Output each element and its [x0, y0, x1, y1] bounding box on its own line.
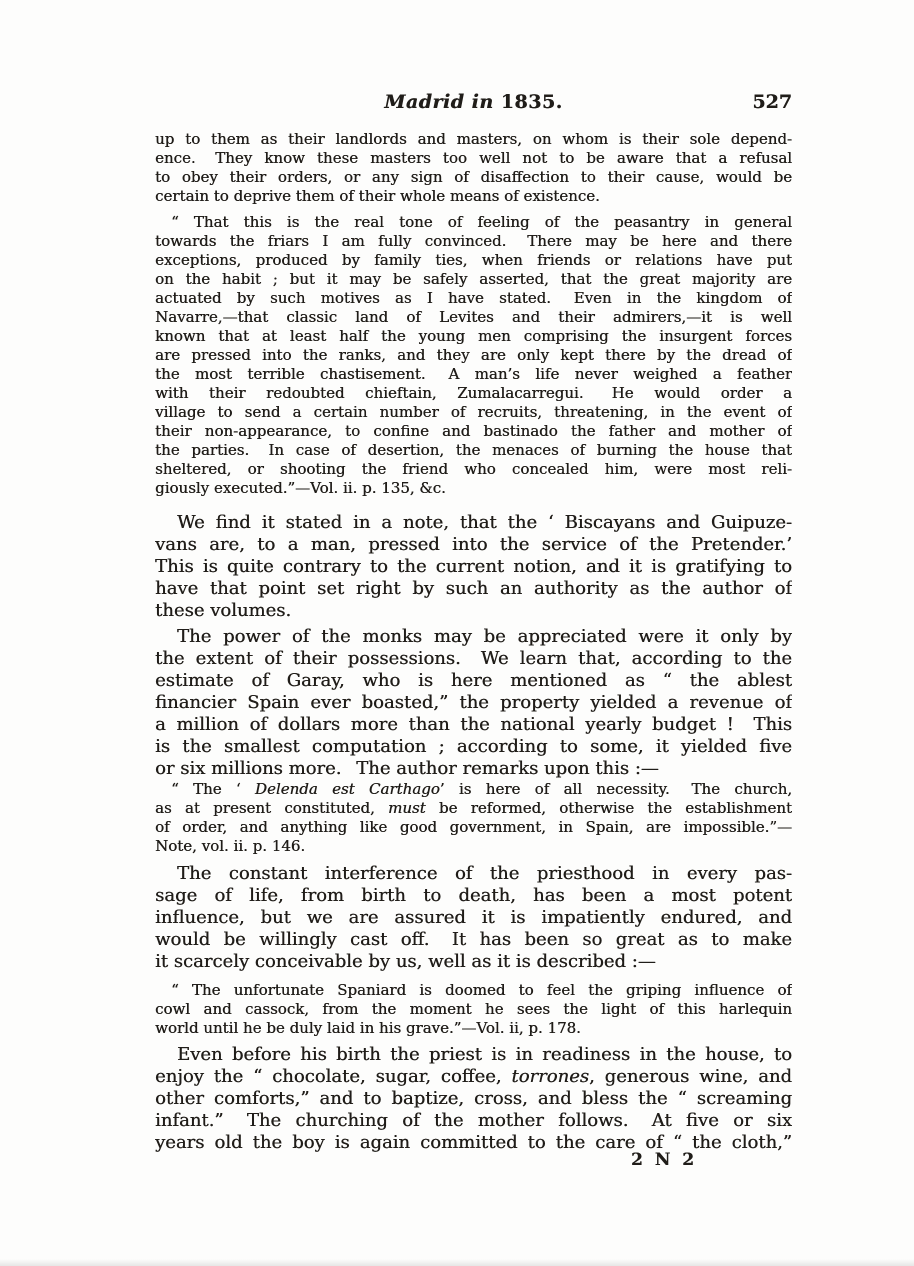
body-paragraph	[155, 863, 792, 973]
text-line: village to send a certain number of recruits, threatening, in the event of	[155, 403, 792, 421]
signature-mark: 2 N 2	[630, 1150, 697, 1170]
text-line: on the habit ; but it may be safely asserted, that the great majority are	[155, 270, 792, 288]
text-line: ence. They know these masters too well not to be aware that a refusal	[155, 149, 792, 167]
body-paragraph	[155, 512, 792, 622]
text-line: the most terrible chastisement. A man’s life never weighed a feather	[155, 365, 792, 383]
text-line: vans are, to a man, pressed into the service of the Pretender.’	[155, 534, 792, 555]
text-line: would be willingly cast off. It has been so great as to make	[155, 929, 792, 950]
text-line: This is quite contrary to the current notion, and it is gratifying to	[155, 556, 792, 577]
text-line: The power of the monks may be appreciated were it only by	[177, 626, 792, 647]
text-line: their non-appearance, to confine and bastinado the father and mother of	[155, 422, 792, 440]
text-line: as at present constituted, must be reformed, otherwise the establishment	[155, 799, 792, 817]
text-line: “ The unfortunate Spaniard is doomed to feel the griping influence of	[171, 981, 792, 999]
text-line: financier Spain ever boasted,” the property yielded a revenue of	[155, 692, 792, 713]
text-line: years old the boy is again committed to the care of “ the cloth,”	[155, 1132, 792, 1153]
text-line: other comforts,” and to baptize, cross, and bless the “ screaming	[155, 1088, 792, 1109]
text-line: Note, vol. ii. p. 146.	[155, 837, 306, 855]
quote-block	[155, 213, 792, 498]
quote-block	[155, 981, 792, 1038]
text-line: of order, and anything like good government, in Spain, are impossible.”—	[155, 818, 792, 836]
text-line: influence, but we are assured it is impatiently endured, and	[155, 907, 792, 928]
text-line: sheltered, or shooting the friend who concealed him, were most reli-	[155, 460, 792, 478]
text-line: these volumes.	[155, 600, 292, 621]
text-line: estimate of Garay, who is here mentioned as “ the ablest	[155, 670, 792, 691]
body-paragraph	[155, 1044, 792, 1154]
page-number: 527	[752, 91, 792, 113]
text-line: infant.” The churching of the mother follows. At five or six	[155, 1110, 792, 1131]
text-line: up to them as their landlords and masters, on whom is their sole depend-	[155, 130, 792, 148]
text-line: sage of life, from birth to death, has been a most potent	[155, 885, 792, 906]
quote-block	[155, 130, 792, 206]
text-line: towards the friars I am fully convinced. There may be here and there	[155, 232, 792, 250]
text-line: giously executed.”—Vol. ii. p. 135, &c.	[155, 479, 446, 497]
text-line: “ That this is the real tone of feeling of the peasantry in general	[171, 213, 792, 231]
text-line: it scarcely conceivable by us, well as it is described :—	[155, 951, 656, 972]
text-line: “ The ‘ Delenda est Carthago’ is here of all necessity. The church,	[171, 780, 792, 798]
text-line: cowl and cassock, from the moment he sees the light of this harlequin	[155, 1000, 792, 1018]
running-title: Madrid in 1835.	[384, 91, 563, 113]
text-line: enjoy the “ chocolate, sugar, coffee, torrones, generous wine, and	[155, 1066, 792, 1087]
text-line: the parties. In case of desertion, the menaces of burning the house that	[155, 441, 792, 459]
text-line: have that point set right by such an authority as the author of	[155, 578, 792, 599]
text-line: The constant interference of the priesthood in every pas-	[177, 863, 792, 884]
text-line: with their redoubted chieftain, Zumalacarregui. He would order a	[155, 384, 792, 402]
text-line: or six millions more. The author remarks upon this :—	[155, 758, 659, 779]
text-line: Even before his birth the priest is in readiness in the house, to	[177, 1044, 792, 1065]
body-paragraph	[155, 626, 792, 780]
text-line: to obey their orders, or any sign of disaffection to their cause, would be	[155, 168, 792, 186]
text-line: certain to deprive them of their whole means of existence.	[155, 187, 600, 205]
text-line: world until he be duly laid in his grave.”—Vol. ii, p. 178.	[155, 1019, 581, 1037]
text-line: Navarre,—that classic land of Levites and their admirers,—it is well	[155, 308, 792, 326]
text-line: actuated by such motives as I have stated. Even in the kingdom of	[155, 289, 792, 307]
text-line: are pressed into the ranks, and they are only kept there by the dread of	[155, 346, 792, 364]
text-line: the extent of their possessions. We learn that, according to the	[155, 648, 792, 669]
text-line: is the smallest computation ; according to some, it yielded five	[155, 736, 792, 757]
text-line: known that at least half the young men comprising the insurgent forces	[155, 327, 792, 345]
scan-edge-smudge	[0, 1259, 914, 1266]
text-line: exceptions, produced by family ties, when friends or relations have put	[155, 251, 792, 269]
text-line: a million of dollars more than the national yearly budget ! This	[155, 714, 792, 735]
quote-block	[155, 780, 792, 856]
text-line: We find it stated in a note, that the ‘ Biscayans and Guipuze-	[177, 512, 792, 533]
